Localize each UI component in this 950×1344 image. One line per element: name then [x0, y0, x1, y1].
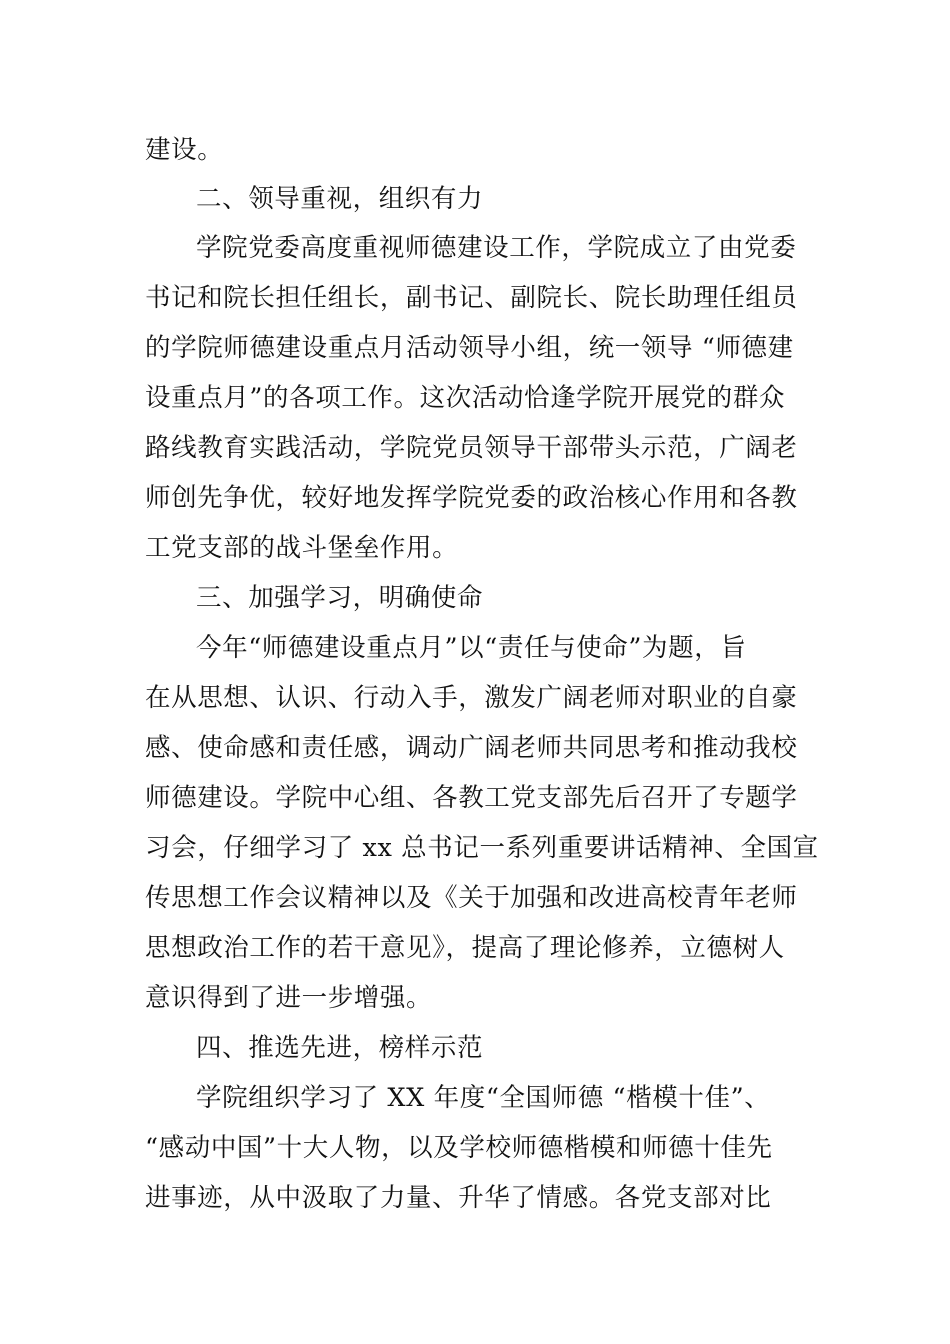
paragraph-line: 意识得到了进一步增强。 [145, 983, 433, 1013]
paragraph-line: 学院党委高度重视师德建设工作，学院成立了由党委 [196, 233, 797, 263]
paragraph-line: 的学院师德建设重点月活动领导小组，统一领导 “师德建 [145, 333, 794, 363]
paragraph-line: 习会，仔细学习了 xx 总书记一系列重要讲话精神、全国宣 [145, 833, 819, 863]
section-heading: 二、领导重视，组织有力 [196, 184, 484, 214]
paragraph-line: 学院组织学习了 XX 年度“全国师德 “楷模十佳”、 [196, 1083, 771, 1113]
section-heading: 四、推选先进，榜样示范 [196, 1033, 484, 1063]
paragraph-line: 传思想工作会议精神以及《关于加强和改进高校青年老师 [145, 883, 798, 913]
paragraph-line: 建设。 [145, 135, 224, 165]
paragraph-line: 设重点月”的各项工作。这次活动恰逢学院开展党的群众 [145, 383, 786, 413]
paragraph-line: “感动中国”十大人物，以及学校师德楷模和师德十佳先 [145, 1133, 773, 1163]
paragraph-line: 工党支部的战斗堡垒作用。 [145, 533, 459, 563]
paragraph-line: 今年“师德建设重点月”以“责任与使命”为题，旨 [196, 633, 747, 663]
paragraph-line: 思想政治工作的若干意见》，提高了理论修养，立德树人 [145, 933, 785, 963]
paragraph-line: 书记和院长担任组长，副书记、副院长、院长助理任组员 [145, 283, 798, 313]
paragraph-line: 师德建设。学院中心组、各教工党支部先后召开了专题学 [145, 783, 798, 813]
paragraph-line: 进事迹，从中汲取了力量、升华了情感。各党支部对比 [145, 1183, 772, 1213]
paragraph-line: 感、使命感和责任感，调动广阔老师共同思考和推动我校 [145, 733, 798, 763]
section-heading: 三、加强学习，明确使命 [196, 583, 484, 613]
paragraph-line: 在从思想、认识、行动入手，激发广阔老师对职业的自豪 [145, 683, 798, 713]
paragraph-line: 路线教育实践活动，学院党员领导干部带头示范，广阔老 [145, 433, 798, 463]
paragraph-line: 师创先争优，较好地发挥学院党委的政治核心作用和各教 [145, 483, 798, 513]
